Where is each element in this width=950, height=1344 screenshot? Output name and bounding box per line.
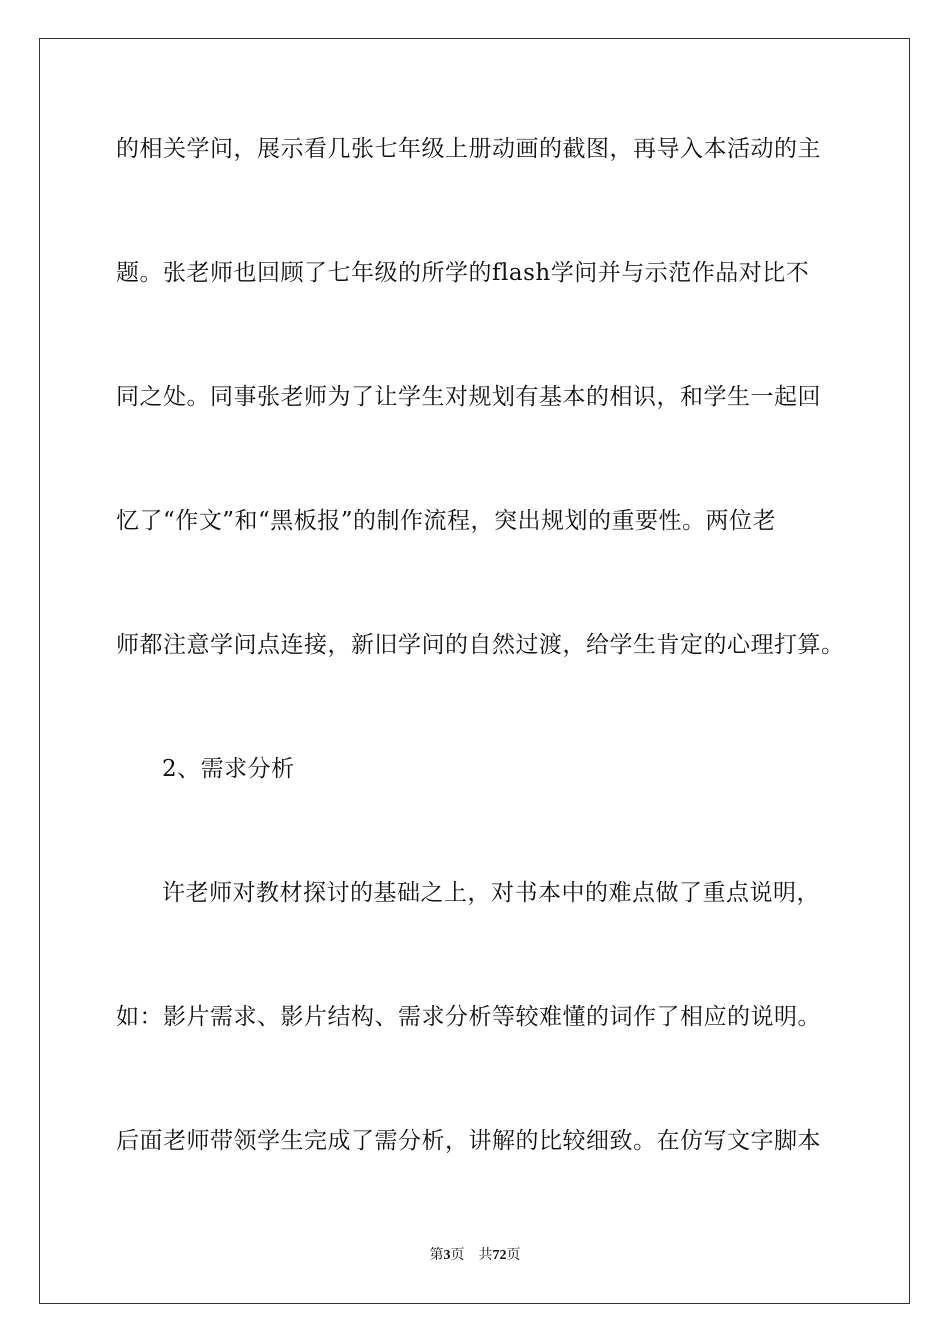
- body-text-line: 题。张老师也回顾了七年级的所学的flash学问并与示范作品对比不: [116, 260, 810, 286]
- page-footer: [0, 1247, 950, 1265]
- body-text-line: 同之处。同事张老师为了让学生对规划有基本的相识，和学生一起回: [116, 384, 821, 410]
- section-heading: 2、需求分析: [162, 756, 295, 782]
- total-suffix: 页: [506, 1248, 521, 1263]
- total-prefix: 共: [478, 1248, 493, 1263]
- body-text-line: 师都注意学问点连接，新旧学问的自然过渡，给学生肯定的心理打算。: [116, 632, 845, 658]
- page-number: 3: [443, 1248, 451, 1263]
- page-suffix: 页: [450, 1248, 465, 1263]
- page-prefix: 第: [429, 1248, 444, 1263]
- body-text-line: 如：影片需求、影片结构、需求分析等较难懂的词作了相应的说明。: [116, 1004, 821, 1030]
- body-text-line: 后面老师带领学生完成了需分析，讲解的比较细致。在仿写文字脚本: [116, 1128, 821, 1154]
- body-text-line: 的相关学问，展示看几张七年级上册动画的截图，再导入本活动的主: [116, 136, 821, 162]
- page-border: [39, 38, 910, 1304]
- body-text-line: 许老师对教材探讨的基础之上，对书本中的难点做了重点说明，: [162, 880, 820, 906]
- body-text-line: 忆了“作文”和“黑板报”的制作流程，突出规划的重要性。两位老: [116, 508, 777, 534]
- total-pages: 72: [492, 1248, 507, 1263]
